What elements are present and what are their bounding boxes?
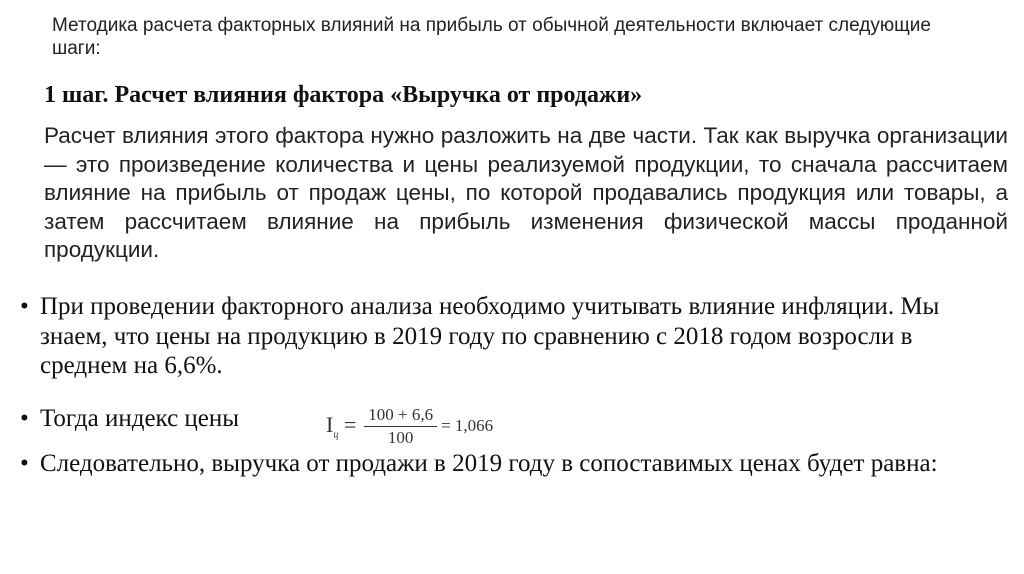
bullet-marker: • bbox=[20, 293, 29, 320]
bullet-marker: • bbox=[20, 405, 29, 432]
bullet-text: При проведении факторного анализа необходимо учитывать влияние инфляции. Мы знаем, что цены на продукцию в 2019 году по сравнению с 2018 годом возросли в среднем на 6,6%. bbox=[40, 293, 940, 379]
formula-fraction bbox=[364, 405, 437, 448]
formula-equals: = bbox=[343, 411, 357, 437]
formula-lhs bbox=[326, 412, 356, 440]
price-index-formula bbox=[326, 400, 493, 452]
bullet-text: Следовательно, выручка от продажи в 2019 году в сопоставимых ценах будет равна: bbox=[40, 450, 938, 477]
formula-result: = 1,066 bbox=[441, 416, 494, 435]
formula-numerator: 100 + 6,6 bbox=[364, 405, 437, 427]
explanation-paragraph: Расчет влияния этого фактора нужно разложить на две части. Так как выручка организации — это произведение количества и цены реализуемой продукции, то сначала рассчитаем влияние на прибыль от продаж цены, по которой продавались продукция или товары, а затем рассчитаем влияние на прибыль изменения физической массы проданной продукции. bbox=[44, 123, 1008, 262]
formula-subscript: ц bbox=[333, 429, 339, 441]
bullet-marker: • bbox=[20, 450, 29, 477]
bullet-item-revenue bbox=[20, 449, 1000, 479]
formula-denominator: 100 bbox=[387, 427, 414, 447]
bullet-item-inflation bbox=[20, 292, 1000, 381]
bullet-item-price-index bbox=[20, 404, 1000, 434]
intro-text: Методика расчета факторных влияний на прибыль от обычной деятельности включает следующие шаги: bbox=[52, 15, 931, 59]
step-heading: 1 шаг. Расчет влияния фактора «Выручка от продажи» bbox=[44, 82, 643, 108]
bullet-text: Тогда индекс цены bbox=[40, 405, 240, 432]
formula-symbol: I bbox=[326, 411, 334, 437]
